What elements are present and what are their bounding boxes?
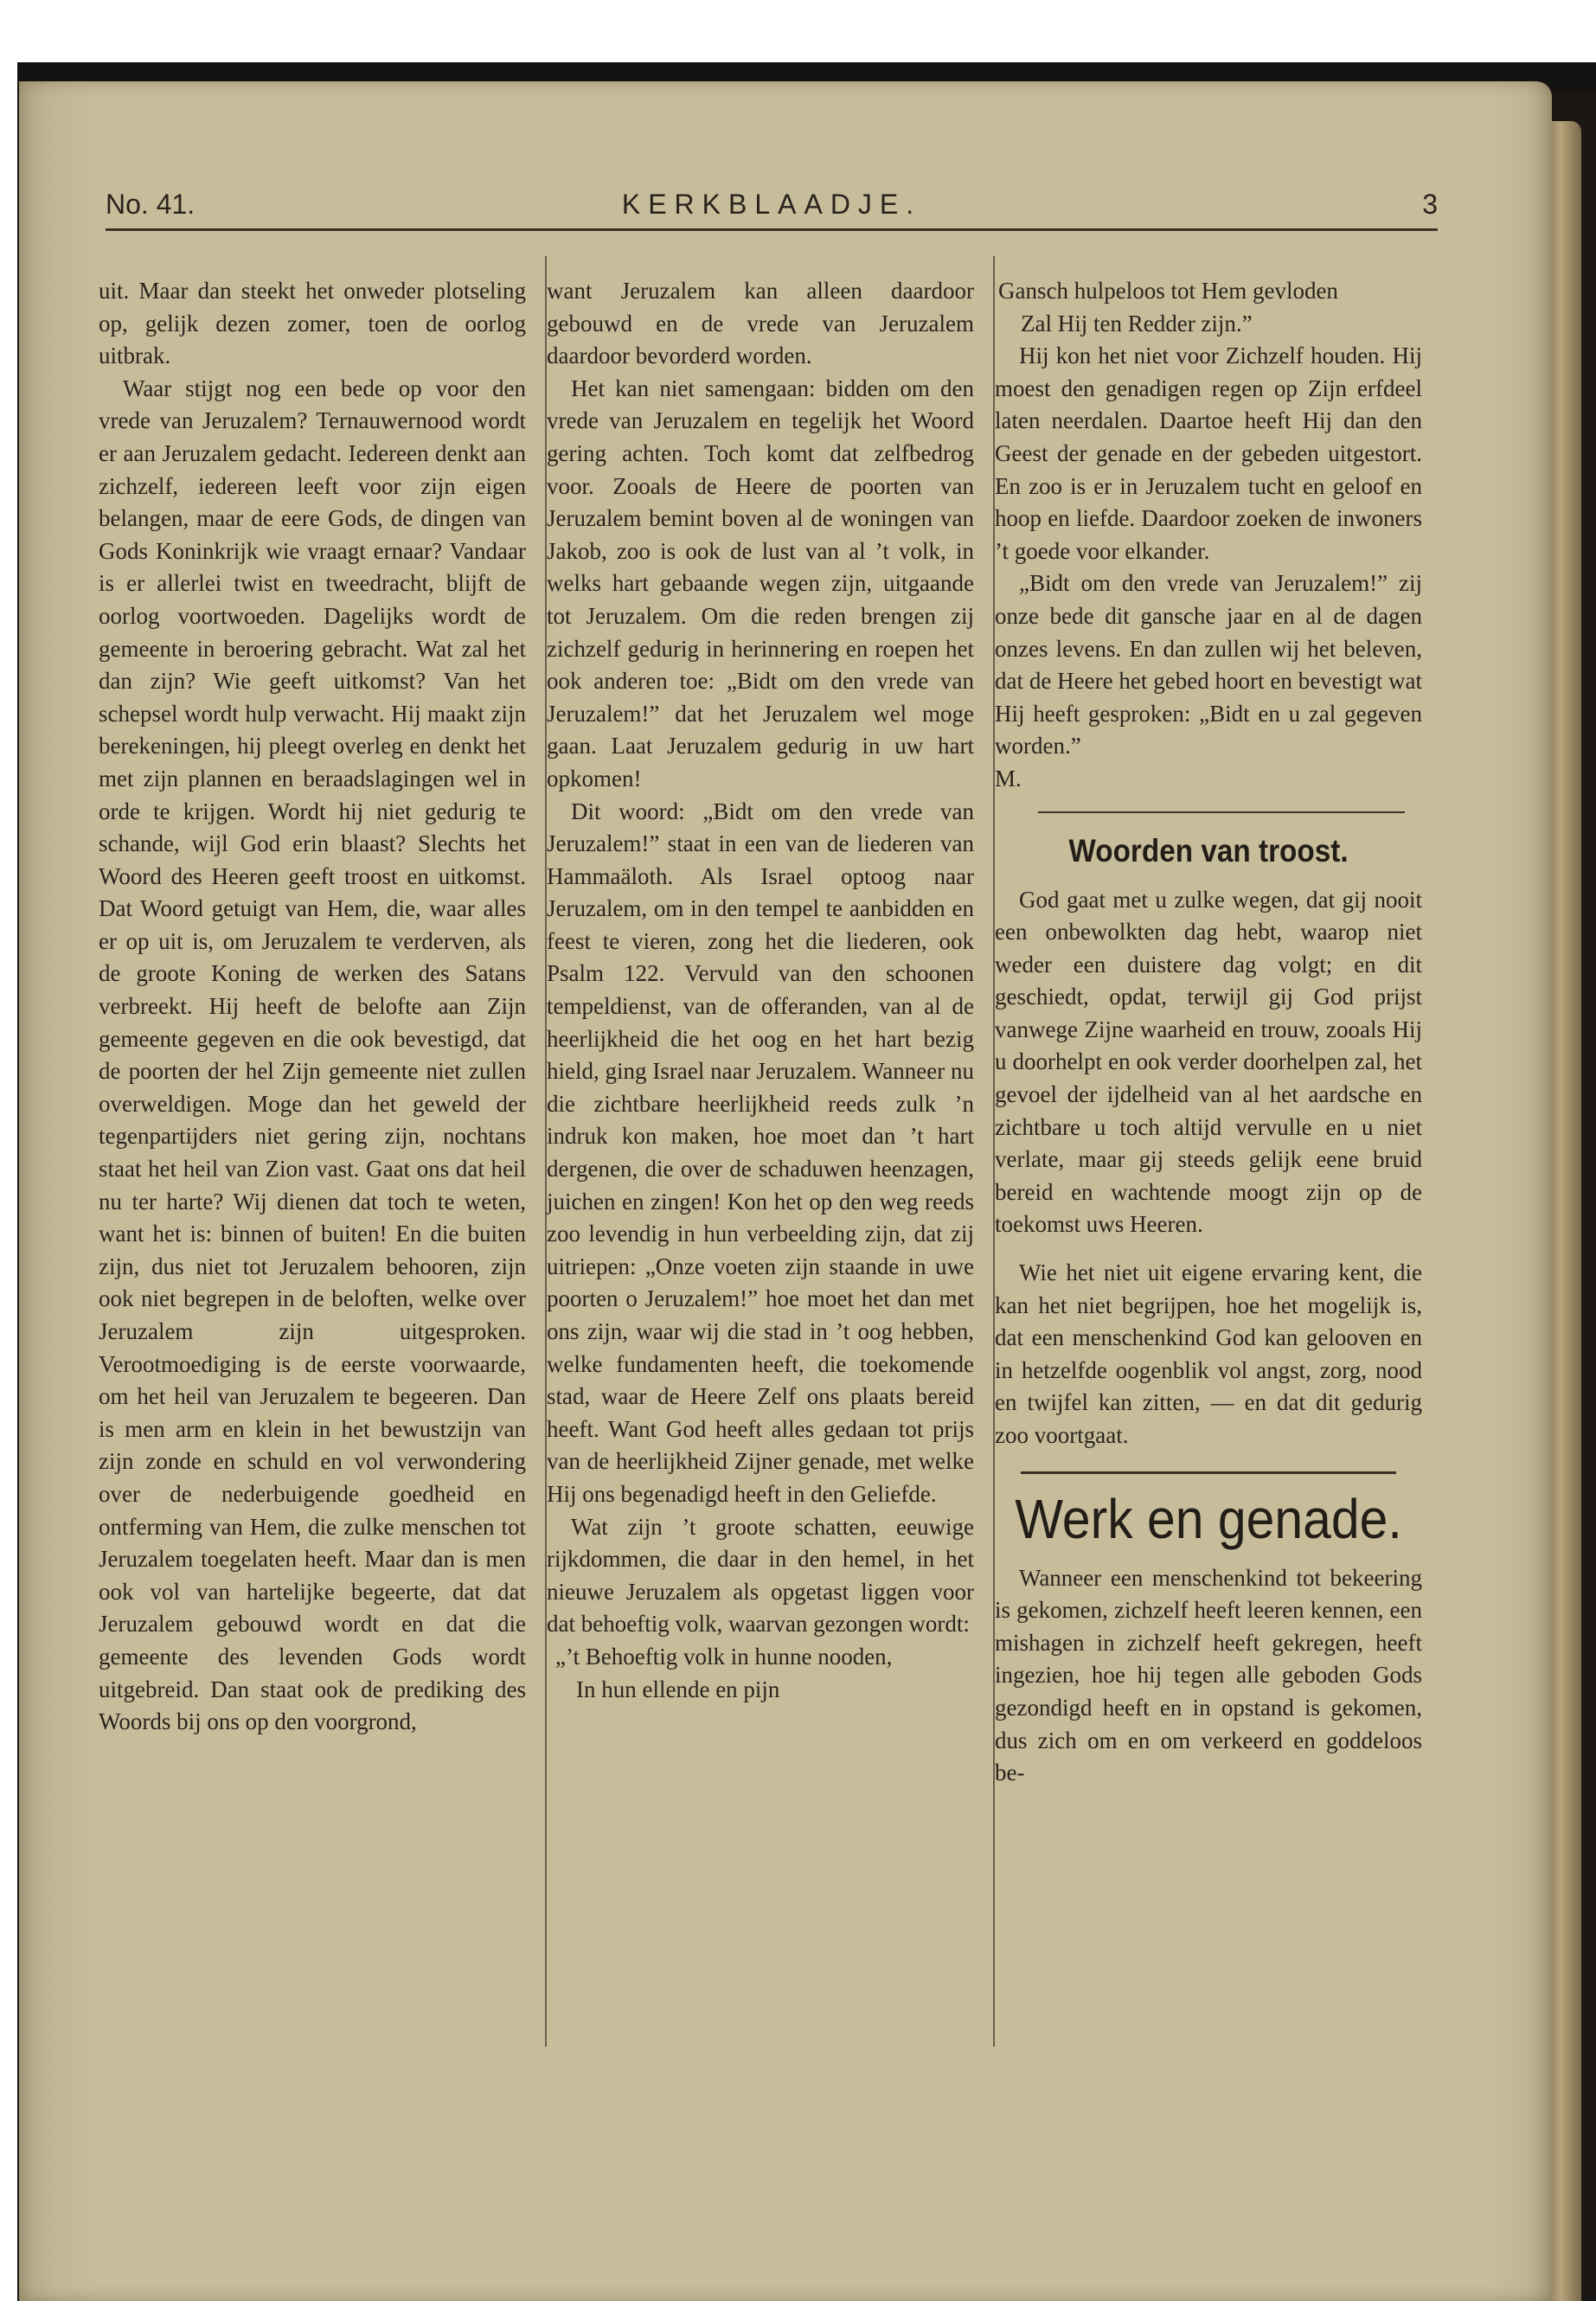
publication-title: KERKBLAADJE.: [621, 189, 922, 220]
section-rule: [1038, 811, 1405, 813]
article-signature: M.: [995, 765, 1022, 792]
paragraph: want Jeruzalem kan alleen daardoor gebouwd en de vrede van Jeruzalem daardoor bevorderd worden.: [547, 278, 974, 369]
section-rule: [1021, 1471, 1396, 1474]
column-2: [547, 275, 974, 1706]
page-header: [106, 189, 1438, 230]
poem-line: In hun ellende en pijn: [576, 1676, 780, 1702]
scan-border-left: [0, 62, 17, 2301]
header-rule: [106, 228, 1438, 231]
paragraph: Hij kon het niet voor Zichzelf houden. Hij moest den genadigen regen op Zijn erfdeel laten neerdalen. Daartoe heeft Hij dan den Geest der genade en der gebeden uitgestort. En zoo is er in Jeruzalem tucht en geloof en hoop en liefde. Daardoor zoeken de inwoners ’t goede voor elkander.: [995, 343, 1422, 564]
poem-line: „’t Behoeftig volk in hunne nooden,: [555, 1643, 893, 1670]
column-1: [99, 275, 526, 1739]
paragraph: Dit woord: „Bidt om den vrede van Jeruzalem!” staat in een van de liederen van Hammaäloth. Als Israel optoog naar Jeruzalem, om in den tempel te aanbidden en feest te vieren, zong het die liederen, ook Psalm 122. Vervuld van den schoonen tempeldienst, van de offeranden, van al de heerlijkheid die het oog en het hart bezig hield, ging Israel naar Jeruzalem. Wanneer nu die zichtbare heerlijkheid reeds zulk ’n indruk kon maken, hoe moet dan ’t hart dergenen, die over de schaduwen heenzagen, juichen en zingen! Kon het op den weg reeds zoo levendig in hun verbeelding zijn, dat zij uitriepen: „Onze voeten zijn staande in uwe poorten o Jeruzalem!” hoe moet het dan met ons zijn, waar wij die stad in ’t oog hebben, welke fundamenten heeft, die toekomende stad, waar de Heere Zelf ons plaats bereid heeft. Want God heeft alles gedaan tot prijs van de heerlijkheid Zijner genade, met welke Hij ons begenadigd heeft in den Geliefde.: [547, 798, 974, 1507]
issue-number: No. 41.: [106, 189, 195, 220]
page-number: 3: [1422, 189, 1438, 220]
poem-line: Zal Hij ten Redder zijn.”: [1021, 310, 1253, 336]
page-edge-stack: [1547, 121, 1581, 2301]
paragraph: Waar stijgt nog een bede op voor den vrede van Jeruzalem? Ternauwernood wordt er aan Jeruzalem gedacht. Iedereen denkt aan zichzelf, iedereen leeft voor zijn eigen belangen, maar de eere Gods, de dingen van Gods Koninkrijk wie vraagt ernaar? Vandaar is er allerlei twist en tweedracht, blijft de oorlog voortwoeden. Dagelijks wordt de gemeente in beroering gebracht. Wat zal het dan zijn? Wie geeft uitkomst? Van het schepsel wordt hulp verwacht. Hij maakt zijn berekeningen, hij pleegt overleg en denkt het met zijn plannen en beraadslagingen wel in orde te krijgen. Wordt hij niet gedurig te schande, wijl God erin blaast? Slechts het Woord des Heeren geeft troost en uitkomst. Dat Woord getuigt van Hem, die, waar alles er op uit is, om Jeruzalem te verderven, als de groote Koning de werken des Satans verbreekt. Hij heeft de belofte aan Zijn gemeente gegeven en die ook bevestigd, dat de poorten der hel Zijn gemeente niet zullen overweldigen. Moge dan het geweld der tegenpartijders niet gering zijn, nochtans staat het heil van Zion vast. Gaat ons dat heil nu ter harte? Wij dienen dat toch te weten, want het is: binnen of buiten! En die buiten zijn, dus niet tot Jeruzalem behooren, zijn ook niet begrepen in de beloften, welke over Jeruzalem zijn uitgesproken. Verootmoediging is de eerste voorwaarde, om het heil van Jeruzalem te begeeren. Dan is men arm en klein in het bewustzijn van zijn zonde en schuld en vol verwondering over de nederbuigende goedheid en ontferming van Hem, die zulke menschen tot Jeruzalem toegelaten heeft. Maar dan is men ook vol van hartelijke begeerte, dat dat Jeruzalem gebouwd wordt en dat die gemeente des levenden Gods wordt uitgebreid. Dan staat ook de prediking des Woords bij ons op den voorgrond,: [99, 375, 526, 1735]
poem-line: Gansch hulpeloos tot Hem gevloden: [998, 278, 1338, 304]
column-3: [995, 275, 1422, 1790]
section-title-woorden-van-troost: Woorden van troost.: [1068, 832, 1349, 868]
paragraph: uit. Maar dan steekt het onweder plotseling op, gelijk dezen zomer, toen de oorlog uitbrak.: [99, 278, 526, 369]
paragraph: Wanneer een menschenkind tot bekeering is gekomen, zichzelf heeft leeren kennen, een mishagen in zichzelf heeft gekregen, heeft ingezien, hoe hij tegen alle geboden Gods gezondigd heeft en in opstand is gekomen, dus zich om en om verkeerd en goddeloos be-: [995, 1564, 1422, 1786]
paragraph: Het kan niet samengaan: bidden om den vrede van Jeruzalem en tegelijk het Woord gering achten. Toch komt dat zelfbedrog voor. Zooals de Heere de poorten van Jeruzalem bemint boven al de woningen van Jakob, zoo is ook de lust van al ’t volk, in welks hart gebaande wegen zijn, uitgaande tot Jeruzalem. Om die reden brengen zij zichzelf gedurig in herinnering en roepen het ook anderen toe: „Bidt om den vrede van Jeruzalem!” dat het Jeruzalem wel moge gaan. Laat Jeruzalem gedurig in uw hart opkomen!: [547, 375, 974, 792]
scan-border-top: [0, 0, 1596, 62]
paragraph: Wat zijn ’t groote schatten, eeuwige rijkdommen, die daar in den hemel, in het nieuwe Jeruzalem als opgetast liggen voor dat behoeftig volk, waarvan gezongen wordt:: [547, 1513, 974, 1638]
paragraph: Wie het niet uit eigene ervaring kent, die kan het niet begrijpen, hoe het mogelijk is, dat een menschenkind God kan gelooven en in hetzelfde oogenblik vol angst, zorg, nood en twijfel kan zitten, — en dat dit gedurig zoo voortgaat.: [995, 1259, 1422, 1448]
paragraph: God gaat met u zulke wegen, dat gij nooit een onbewolkten dag hebt, waarop niet weder een duistere dag volgt; en dit geschiedt, opdat, terwijl gij God prijst vanwege Zijne waarheid en trouw, zooals Hij u doorhelpt en ook verder doorhelpen zal, het gevoel der ijdelheid van al het aardsche en zichtbare u toch altijd vervulle en u niet verlate, maar gij steeds gelijk eene bruid bereid en wachtende moogt zijn op de toekomst uws Heeren.: [995, 886, 1422, 1238]
paragraph: „Bidt om den vrede van Jeruzalem!” zij onze bede dit gansche jaar en al de dagen onzes levens. En dan zullen wij het beleven, dat de Heere het gebed hoort en bevestigt wat Hij heeft gesproken: „Bidt en u zal gegeven worden.”: [995, 570, 1422, 760]
section-title-werk-en-genade: Werk en genade.: [1015, 1487, 1402, 1550]
